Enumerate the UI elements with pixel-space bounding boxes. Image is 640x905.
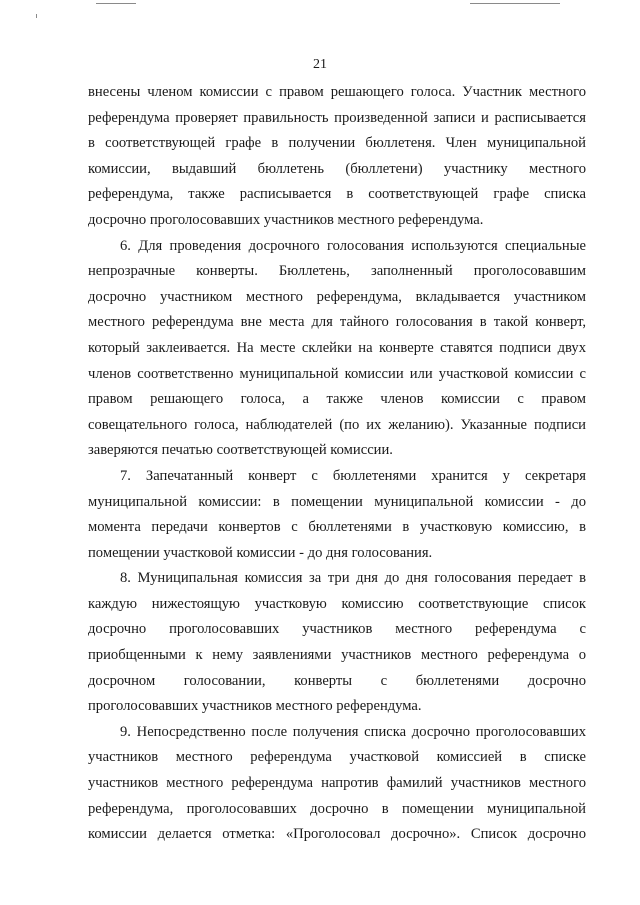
text-line: помещении участковой комиссии - до дня голосования. — [88, 544, 433, 561]
scan-artifact-top-right — [470, 3, 560, 4]
text-line: 8. Муниципальная комиссия за три дня до дня голосования передает в — [120, 570, 586, 587]
text-line: участников местного референдума участковой комиссией в списке — [88, 749, 586, 766]
text-line: совещательного голоса, наблюдателей (по их желанию). Указанные подписи — [88, 416, 586, 433]
text-line: местного референдума вне места для тайного голосования в такой конверт, — [88, 314, 586, 331]
text-line: правом решающего голоса, а также членов комиссии с правом — [88, 391, 586, 408]
text-line: комиссии, выдавший бюллетень (бюллетени) участнику местного — [88, 160, 586, 177]
text-line: досрочно проголосовавших участников местного референдума с — [88, 621, 586, 638]
scan-artifact-left — [36, 14, 37, 18]
text-line: досрочно проголосовавших участников местного референдума. — [88, 211, 484, 228]
text-line: референдума, также расписывается в соответствующей графе списка — [88, 186, 586, 203]
text-line: досрочном голосовании, конверты с бюллетенями досрочно — [88, 672, 586, 689]
text-line: референдума проверяет правильность произведенной записи и расписывается — [88, 109, 586, 126]
text-line: членов соответственно муниципальной комиссии или участковой комиссии с — [88, 365, 586, 382]
body-text — [88, 80, 586, 848]
text-line: референдума, проголосовавших досрочно в помещении муниципальной — [88, 800, 586, 817]
text-line: 7. Запечатанный конверт с бюллетенями хранится у секретаря — [120, 467, 586, 484]
text-line: проголосовавших участников местного референдума. — [88, 698, 422, 715]
text-line: момента передачи конвертов с бюллетенями в участковую комиссию, в — [88, 519, 586, 536]
text-line: непрозрачные конверты. Бюллетень, заполненный проголосовавшим — [88, 263, 586, 280]
text-line: приобщенными к нему заявлениями участников местного референдума о — [88, 647, 586, 664]
text-line: комиссии делается отметка: «Проголосовал досрочно». Список досрочно — [88, 826, 586, 843]
text-line: заверяются печатью соответствующей комиссии. — [88, 442, 393, 459]
text-line: который заклеивается. На месте склейки на конверте ставятся подписи двух — [88, 339, 586, 356]
text-line: 9. Непосредственно после получения списка досрочно проголосовавших — [120, 723, 586, 740]
page-number: 21 — [313, 57, 327, 72]
text-line: каждую нижестоящую участковую комиссию соответствующие список — [88, 595, 586, 612]
text-line: участников местного референдума напротив фамилий участников местного — [88, 775, 586, 792]
text-line: внесены членом комиссии с правом решающего голоса. Участник местного — [88, 84, 586, 100]
text-line: досрочно участником местного референдума, вкладывается участником — [88, 288, 586, 305]
scan-artifact-top — [96, 3, 136, 4]
text-line: 6. Для проведения досрочного голосования используются специальные — [120, 237, 586, 254]
text-line: муниципальной комиссии: в помещении муниципальной комиссии - до — [88, 493, 586, 510]
text-line: в соответствующей графе в получении бюллетеня. Член муниципальной — [88, 135, 586, 152]
